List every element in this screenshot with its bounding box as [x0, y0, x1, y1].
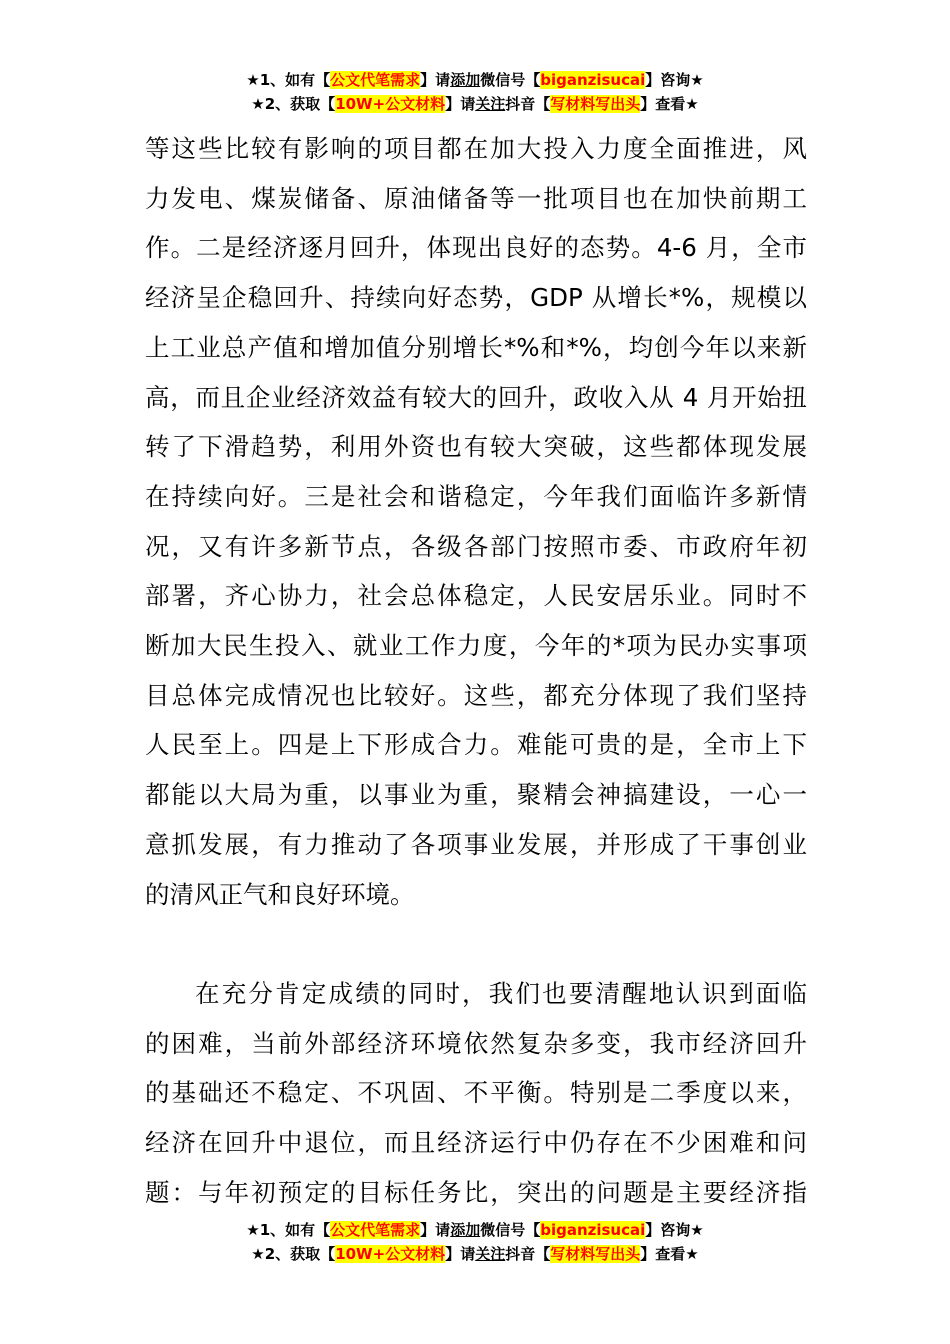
body-line: 经济呈企稳回升、持续向好态势，GDP 从增长*%，规模以 — [145, 283, 807, 313]
body-line: 等这些比较有影响的项目都在加大投入力度全面推进，风 — [145, 134, 807, 163]
body-line: 上工业总产值和增加值分别增长*%和*%，均创今年以来新 — [145, 332, 807, 362]
footer-line-2: ★2、获取【10W+公文材料】请关注抖音【写材料写出头】查看★ — [251, 1245, 699, 1263]
paragraph-spacer — [145, 919, 807, 969]
header-underline-add: 添加 — [450, 71, 481, 89]
header-highlight-service: 公文代笔需求 — [330, 71, 421, 89]
body-line: 意抓发展，有力推动了各项事业发展，并形成了干事创业 — [145, 829, 807, 859]
body-line: 的困难，当前外部经济环境依然复杂多变，我市经济回升 — [145, 1028, 807, 1058]
footer-line-1: ★1、如有【公文代笔需求】请添加微信号【biganzisucai】咨询★ — [246, 1221, 704, 1239]
document-body — [145, 124, 807, 1217]
footer-highlight-service: 公文代笔需求 — [330, 1221, 421, 1239]
body-line: 都能以大局为重，以事业为重，聚精会神搞建设，一心一 — [145, 780, 807, 810]
body-line: 目总体完成情况也比较好。这些，都充分体现了我们坚持 — [145, 680, 807, 710]
footer-highlight-douyin: 写材料写出头 — [550, 1245, 641, 1263]
body-line: 部署，齐心协力，社会总体稳定，人民安居乐业。同时不 — [145, 581, 807, 611]
header-line-1: ★1、如有【公文代笔需求】请添加微信号【biganzisucai】咨询★ — [246, 71, 704, 89]
header-highlight-materials: 10W+公文材料 — [335, 95, 446, 113]
body-line: 断加大民生投入、就业工作力度，今年的*项为民办实事项 — [145, 631, 807, 661]
footer-underline-follow: 关注 — [475, 1245, 506, 1263]
body-line: 在持续向好。三是社会和谐稳定，今年我们面临许多新情 — [145, 481, 807, 511]
body-line: 题：与年初预定的目标任务比，突出的问题是主要经济指 — [145, 1177, 807, 1207]
body-line: 的清风正气和良好环境。 — [145, 879, 415, 909]
body-line: 经济在回升中退位，而且经济运行中仍存在不少困难和问 — [145, 1128, 807, 1158]
footer-banner — [0, 1218, 950, 1266]
body-line: 转了下滑趋势，利用外资也有较大突破，这些都体现发展 — [145, 432, 807, 462]
footer-highlight-materials: 10W+公文材料 — [335, 1245, 446, 1263]
paragraph-1 — [145, 124, 807, 919]
body-line: 力发电、煤炭储备、原油储备等一批项目也在加快前期工 — [145, 183, 807, 213]
body-line: 人民至上。四是上下形成合力。难能可贵的是，全市上下 — [145, 730, 807, 760]
footer-underline-add: 添加 — [450, 1221, 481, 1239]
header-highlight-wechat-id: biganzisucai — [540, 71, 646, 89]
header-banner — [0, 68, 950, 116]
body-line: 作。二是经济逐月回升，体现出良好的态势。4-6 月，全市 — [145, 233, 807, 263]
body-line: 的基础还不稳定、不巩固、不平衡。特别是二季度以来， — [145, 1078, 807, 1108]
header-underline-follow: 关注 — [475, 95, 506, 113]
body-line: 况，又有许多新节点，各级各部门按照市委、市政府年初 — [145, 531, 807, 561]
body-line: 高，而且企业经济效益有较大的回升，政收入从 4 月开始扭 — [145, 382, 807, 412]
header-highlight-douyin: 写材料写出头 — [550, 95, 641, 113]
header-line-2: ★2、获取【10W+公文材料】请关注抖音【写材料写出头】查看★ — [251, 95, 699, 113]
body-line: 在充分肯定成绩的同时，我们也要清醒地认识到面临 — [195, 978, 807, 1008]
paragraph-2 — [145, 969, 807, 1218]
footer-highlight-wechat-id: biganzisucai — [540, 1221, 646, 1239]
